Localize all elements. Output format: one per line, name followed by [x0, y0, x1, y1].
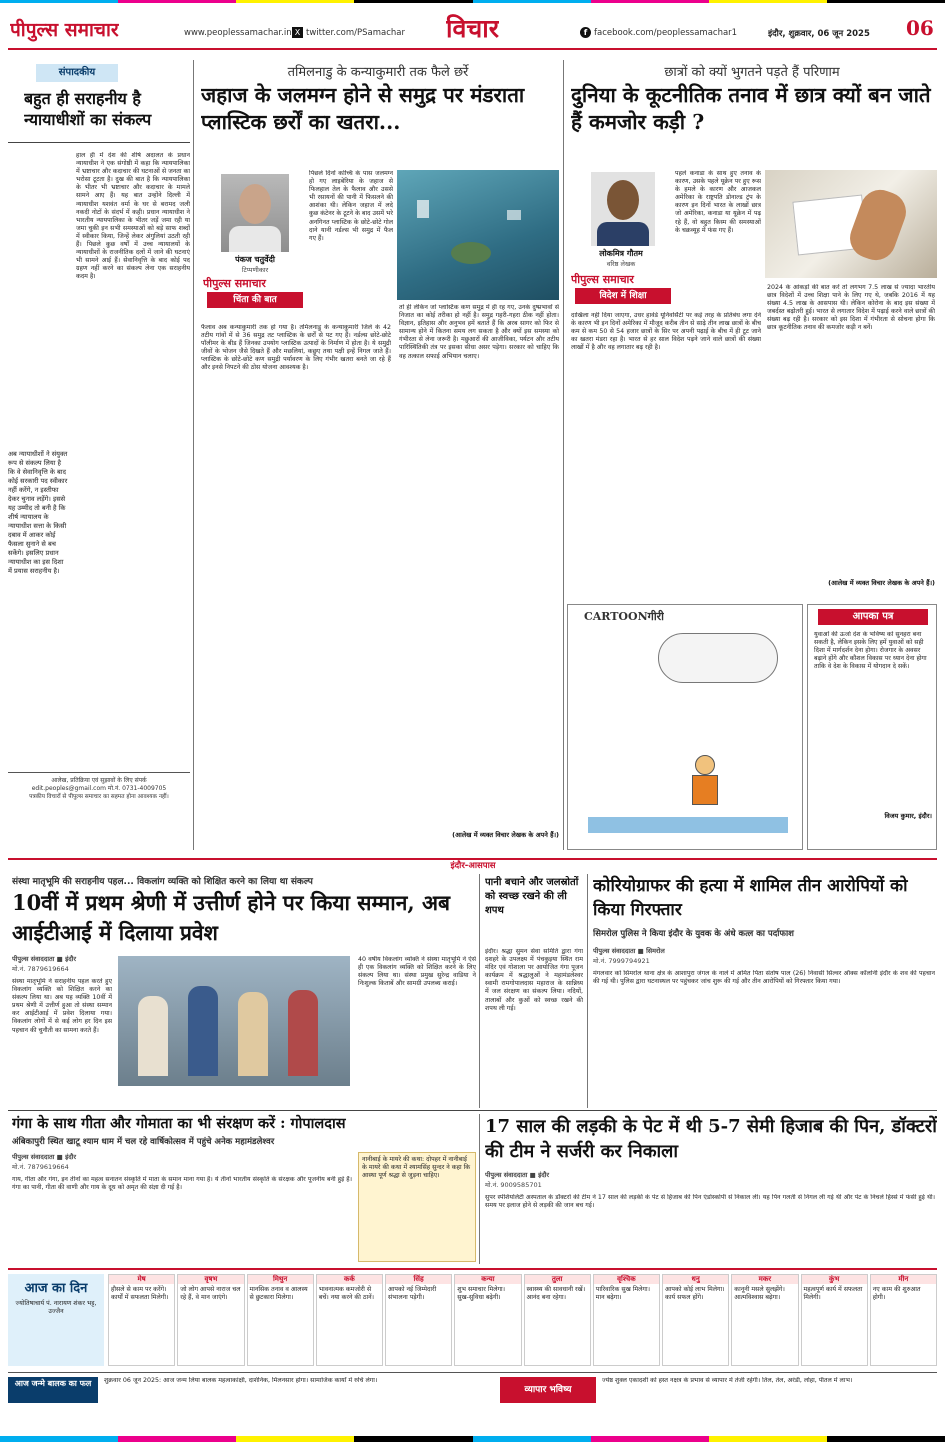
- rashi-text: स्वास्थ्य की सावधानी रखें। आनंद बना रहेगा।: [526, 1286, 586, 1302]
- article1-title: जहाज के जलमग्न होने से समुद्र पर मंडराता प्लास्टिक छर्रों का खतरा...: [201, 83, 525, 134]
- rashi-name: मिथुन: [248, 1275, 313, 1284]
- editorial-sidebar: अब न्यायाधीशों ने संयुक्त रूप से संकल्प लिया है कि वे सेवानिवृत्ति के बाद कोई सरकारी पद स्वीकार नहीं करेंगे, न इस्तीफा देकर चुनाव लड़ेंगे। इससे यह उम्मीद तो बनी है कि शीर्ष न्यायालय के न्यायाधीश सत्ता के किसी दबाव में आकर कोई फैसला सुनाने से बच सकेंगे। इसलिए प्रधान न्यायाधीश का इस दिशा में प्रयास सराहनीय है।: [8, 450, 68, 575]
- rashi-name: मेष: [109, 1275, 174, 1284]
- editorial-footer-contact-label: आलेख, प्रतिक्रिया एवं सुझावों के लिए संपर्क: [51, 777, 147, 784]
- aaj-ka-din-label: आज का दिन: [24, 1281, 88, 1296]
- rashi-text: मानसिक तनाव व आलस्य से छुटकारा मिलेगा।: [249, 1286, 308, 1302]
- masthead: [8, 8, 937, 50]
- column-divider-5: [479, 1114, 480, 1264]
- rashi-text: भावनात्मक कमजोरी से बचें। नया करने की ठानें।: [318, 1286, 375, 1302]
- twitter-icon: X: [292, 27, 303, 38]
- rashi-kumbh: [801, 1274, 868, 1366]
- rashi-name: कुंभ: [802, 1275, 867, 1284]
- story1-body-continued: 40 वर्षीय विकलांग व्यक्ति ने संस्था मातृभूमि ने ऐसे ही एक विकलांग व्यक्ति को शिक्षित करने के लिए संकल्प लिया था। संस्था प्रमुख सुरेन्द्र वाडिया ने निःशुल्क किताबें और सामग्री उपलब्ध कराई।: [358, 956, 476, 988]
- article1-author-role: टिप्पणीकार: [241, 266, 269, 274]
- trade-text: ज्येष्ठ शुक्ल एकादशी को हस्त नक्षत्र के प्रभाव से व्यापार में तेजी रहेगी। तिल, तेल, अरंडी, लोहा, पीतल में लाभ।: [602, 1377, 853, 1384]
- rashi-mesh: [108, 1274, 175, 1366]
- story2-body: इंदौर। श्रद्धा सुमन सेवा समिति द्वारा गंगा दशहरे के उपलक्ष्य में पंचकुइया स्थित राम मंदिर एवं गोशाला पर आयोजित गंगा पूजन कार्यक्रम में श्रद्धालुओं ने महामंडलेश्वर स्वामी रामगोपालदास महाराज के सान्निध्य में जल संरक्षण का संकल्प लिया। नदियों, तालाबों और कुओं को स्वच्छ रखने की शपथ ली गई।: [485, 948, 583, 1012]
- story1-title: 10वीं में प्रथम श्रेणी में उत्तीर्ण होने पर किया सम्मान, अब आईटीआई में दिलाया प्रवेश: [12, 890, 451, 945]
- author-photo-pankaj: [221, 174, 289, 252]
- article2-column-tag: विदेश में शिक्षा: [575, 288, 671, 304]
- story5-body: सुपर स्पेशियलिटी अस्पताल के डॉक्टरों की टीम ने 17 साल की लड़की के पेट से हिजाब की पिन एंडोस्कोपी से निकाल ली। यह पिन गलती से निगल ली गई थी और पेट के निचले हिस्से में फंसी हुई थी। समय पर इलाज होने से लड़की की जान बच गई।: [485, 1194, 935, 1210]
- article2-photo-exam: [765, 170, 937, 278]
- rashi-name: कर्क: [317, 1275, 382, 1284]
- born-text: शुक्रवार 06 जून 2025: आज जन्म लिया बालक महत्वाकांक्षी, दार्शनिक, मिलनसार होगा। सामाजिक कार्यों में रुचि लेगा।: [104, 1377, 378, 1384]
- editorial-title: बहुत ही सराहनीय है न्यायाधीशों का संकल्प: [24, 89, 152, 129]
- story1-kicker: संस्था मातृभूमि की सराहनीय पहल... विकलांग व्यक्ति को शिक्षित करने का लिया था संकल्प: [12, 877, 313, 887]
- rashi-name: तुला: [525, 1275, 590, 1284]
- article-plastic-pellets: [197, 60, 559, 854]
- story4-sidebox: [358, 1152, 476, 1262]
- letter-signature: विजय कुमार, इंदौर।: [884, 812, 932, 820]
- story1-body: संस्था मातृभूमि ने सराहनीय पहल करते हुए विकलांग व्यक्ति को शिक्षित करने का संकल्प लिया था। अब यह व्यक्ति 10वीं में प्रथम श्रेणी में उत्तीर्ण हुआ तो संस्था सम्मान कर आईटीआई में प्रवेश दिलाया गया। विकलांग लोगों में से कई लोग हर दिन इस पहचान की चुनौती का सामना करते हैं।: [12, 978, 112, 1034]
- story3-title: कोरियोग्राफर की हत्या में शामिल तीन आरोपियों को किया गिरफ्तार: [593, 876, 908, 920]
- horoscope-strip: [8, 1268, 937, 1368]
- article2-body-intro: पहले कनाडा के साथ हुए तनाव के कारण, उसके पहले यूक्रेन पर हुए रूस के हमले के कारण और आजकल अमेरिका के राष्ट्रपति डोनाल्ड ट्रंप के कारण इन दिनों भारत के लाखों छात्र जो अमेरिका, कनाडा या यूक्रेन में पढ़ रहे हैं, वो बहुत किस्म की समस्याओं के चक्रव्यूह में फंस गए हैं।: [675, 170, 761, 234]
- article2-brand: पीपुल्स समाचार: [571, 273, 634, 286]
- letter-body: युवाओं की ऊर्जा देश के भविष्य को सुनहरा बना सकती है, लेकिन इसके लिए हमें युवाओं को सही दिशा में मार्गदर्शन देना होगा। रोजगार के अवसर बढ़ाने होंगे और कौशल विकास पर ध्यान देना होगा ताकि वे देश के विकास में योगदान दे सकें।: [814, 631, 927, 671]
- story-choreographer-murder: [591, 874, 937, 1106]
- facebook-icon: f: [580, 27, 591, 38]
- local-section-label: इंदौर-आसपास: [450, 861, 496, 870]
- rashi-text: पारिवारिक सुख मिलेगा। मान बढ़ेगा।: [595, 1286, 650, 1302]
- story1-byline: पीपुल्स संवाददाता ■ इंदौर: [12, 955, 77, 963]
- story4-title: गंगा के साथ गीता और गोमाता का भी संरक्षण करें : गोपालदास: [12, 1115, 346, 1132]
- editorial-footer: [8, 772, 190, 806]
- rashi-kark: [316, 1274, 383, 1366]
- column-divider-4: [587, 874, 588, 1108]
- article1-kicker: तमिलनाडु के कन्याकुमारी तक फैले छर्रे: [287, 65, 469, 80]
- article2-body-main: दाखिला नहीं दिया जाएगा, उधर हार्वर्ड यूनिवर्सिटी पर कई तरह के प्रतिबंध लगा देने के कारण भी इन दिनों अमेरिका में मौजूद करीब तीन से साढ़े तीन लाख छात्रों के बीच कम से कम 50 से 54 हजार छात्रों के सिर पर अपनी पढ़ाई के बीच में ही टूट जाने का खतरा मंडरा रहा है। भारत से हर साल विदेश पढ़ने जाने वाले छात्रों की संख्या लाखों में है और वह लगातार बढ़ रही है।: [571, 312, 761, 352]
- facebook-handle[interactable]: facebook.com/peoplessamachar1: [594, 28, 738, 38]
- article2-title: दुनिया के कूटनीतिक तनाव में छात्र क्यों बन जाते हैं कमजोर कड़ी ?: [571, 83, 931, 134]
- local-section-header: [8, 858, 937, 870]
- color-registration-bar-top: [0, 0, 945, 3]
- editorial-footer-email[interactable]: edit.peoples@gmail.com मो.नं. 0731-4009705: [31, 785, 167, 792]
- story4-body: गाय, गीता और गंगा, इन तीनों का महत्व सनातन संस्कृति में माता के समान माना गया है। ये तीनों भारतीय संस्कृति के संरक्षक और पूजनीय बनी हुई हैं। गंगा का पानी, गीता की वाणी और गाय के दूध को अमृत की संज्ञा दी गई है।: [12, 1176, 352, 1192]
- article2-body-continued: 2024 के आंकड़ों की बात करें तो लगभग 7.5 लाख से ज्यादा भारतीय छात्र विदेशों में उच्च शिक्षा पाने के लिए गए थे, जबकि 2016 में यह संख्या 4.5 लाख के आसपास थी। लेकिन कोरोना के बाद इस संख्या में जबर्दस्त बढ़ोतरी हुई। भारत से लगातार विदेश में पढ़ाई करने वाले छात्रों की संख्या बढ़ रही है। सरकार को इस दिशा में गंभीरता से सोचना होगा कि छात्र कूटनीतिक तनाव की कमजोर कड़ी न बनें।: [767, 284, 935, 332]
- rashi-name: धनु: [663, 1275, 728, 1284]
- rashi-text: महत्वपूर्ण कार्य में सफलता मिलेगी।: [803, 1286, 863, 1302]
- editorial-footer-disclaimer: पत्रकीय विचारों से पीपुल्स समाचार का सहमत होना आवश्यक नहीं।: [29, 794, 169, 800]
- article1-body-continued: तो ही लेकिन जो प्लास्टिक कण समुद्र में ही रह गए, उनके दुष्प्रभावों से निजात का कोई तरीका हो नहीं है। समुद्र गहरी-गहरा ठीक नहीं होता। विज्ञान, इतिहास और अनुभव हमें बताते हैं कि अरब सागर को फिर से सामान्य होने में कितना समय लग सकता है और क्यों इस समस्या को गंभीरता से लेना जरूरी है। मछुआरों की आजीविका, पर्यटन और तटीय पारिस्थितिकी तंत्र पर इसका सीधा असर पड़ेगा। सरकार को चाहिए कि वह तत्काल सफाई अभियान चलाए।: [399, 304, 559, 360]
- rashi-grid: [108, 1274, 937, 1366]
- rashi-name: मकर: [732, 1275, 797, 1284]
- born-label: आज जन्मे बालक का फल: [8, 1377, 98, 1403]
- letter-title: आपका पत्र: [818, 609, 928, 625]
- story2-title: पानी बचाने और जलस्रोतों को स्वच्छ रखने की ली शपथ: [485, 877, 579, 916]
- letter-box: [807, 604, 937, 850]
- rashi-makar: [731, 1274, 798, 1366]
- article2-footer: (आलेख में व्यक्त विचार लेखक के अपने हैं।): [828, 579, 935, 587]
- article1-body-main: फैलाव अब कन्याकुमारी तक हो गया है। तमिलनाडु के कन्याकुमारी जिले के 42 तटीय गांवों में से 36 समुद्र तट प्लास्टिक के छर्रों से पट गए हैं। नर्डल्स छोटे-छोटे पॉलीमर के बीड हैं जिनका उपयोग प्लास्टिक उत्पादों के निर्माण में होता है। ये समुद्री जीवों के भोजन जैसे दिखते हैं और मछलियां, कछुए तथा पक्षी इन्हें निगल जाते हैं। प्लास्टिक के छोटे-छोटे कण समुद्री पर्यावरण के लिए गंभीर खतरा बनते जा रहे हैं और इनसे निपटने की ठोस योजना आवश्यक है।: [201, 324, 391, 372]
- story-hijab-pin-surgery: [483, 1114, 937, 1264]
- article-students-diplomacy: [567, 60, 937, 600]
- rashi-text: जो लोग आपसे नाराज चल रहे हैं, वे मान जाएंगे।: [180, 1286, 241, 1302]
- story4-byline: पीपुल्स संवाददाता ■ इंदौर: [12, 1153, 77, 1161]
- rashi-text: हौसले से काम पर करेंगे। कार्यों में सफलता मिलेगी।: [111, 1286, 169, 1302]
- story3-phone: मो.नं. 7999794921: [593, 957, 650, 965]
- story1-photo-felicitation: [118, 956, 350, 1086]
- story5-phone: मो.नं. 9009585701: [485, 1181, 542, 1189]
- rashi-vrishchik: [593, 1274, 660, 1366]
- article2-author-role: वरिष्ठ लेखक: [606, 260, 636, 268]
- cartoon-label: CARTOONगीरी: [584, 610, 665, 623]
- aaj-ka-din-box: [8, 1274, 104, 1366]
- article1-author: पंकज चतुर्वेदी: [235, 255, 275, 264]
- rashi-name: वृश्चिक: [594, 1275, 659, 1284]
- story3-kicker: सिमरोल पुलिस ने किया इंदौर के युवक के अंधे कत्ल का पर्दाफाश: [593, 929, 794, 939]
- story5-byline: पीपुल्स संवाददाता ■ इंदौर: [485, 1171, 550, 1179]
- issue-date: इंदौर, शुक्रवार, 06 जून 2025: [768, 29, 870, 39]
- editorial-column: [8, 60, 190, 854]
- rashi-text: शुभ समाचार मिलेगा। सुख-सुविधा बढ़ेगी।: [457, 1286, 506, 1302]
- rashi-singh: [385, 1274, 452, 1366]
- article2-author: लोकमित्र गौतम: [599, 249, 643, 258]
- story3-byline: पीपुल्स संवाददाता ■ सिमरोल: [593, 947, 665, 955]
- story1-phone: मो.नं. 7879619664: [12, 965, 69, 973]
- rashi-dhanu: [662, 1274, 729, 1366]
- story4-phone: मो.नं. 7879619664: [12, 1163, 69, 1171]
- rashi-kanya: [454, 1274, 521, 1366]
- cartoon-box: [567, 604, 803, 850]
- editorial-body: हाल ही में देश की शीर्ष अदालत के प्रधान न्यायाधीश ने एक संगोष्ठी में कहा कि न्यायपालिका में भ्रष्टाचार और कदाचार की घटनाओं से जनता का भरोसा टूटता है। दुख की बात है कि न्यायपालिका के भीतर भी भ्रष्टाचार और कदाचार के मामले सामने आए हैं। यह बात उन्होंने दिल्ली में न्यायाधीश यशवंत वर्मा के घर से बरामद जली नकदी नोटों के संदर्भ में कही। प्रधान न्यायाधीश ने भारतीय न्यायपालिका के भीतर जड़ें जमा रही या जमा चुकी इन सभी समस्याओं को बड़े साफ शब्दों में स्वीकार किया, जिन्हें लेकर अंगुलियां उठती रही हैं। पिछले कुछ वर्षों में उच्च न्यायालयों के न्यायाधीशों के राजनीतिक दलों में जाने की घटनाएं भी सामने आई हैं। सेवानिवृत्ति के बाद कोई पद ग्रहण नहीं करने का संकल्प लेना एक सराहनीय कदम है।: [76, 152, 190, 281]
- rashi-meen: [870, 1274, 937, 1366]
- rashi-vrishabh: [177, 1274, 244, 1366]
- rashi-text: आपको नई जिम्मेदारी संभालना पड़ेगी।: [388, 1286, 437, 1302]
- story5-title: 17 साल की लड़की के पेट में थी 5-7 सेमी हिजाब की पिन, डॉक्टरों की टीम ने सर्जरी कर निकाला: [485, 1116, 937, 1162]
- rashi-mithun: [247, 1274, 314, 1366]
- story4-sidebox-text: नानीबाई के मायरे की कथा: दोपहर में नानीबाई के मायरे की कथा में श्यामसिंह सुन्दर ने कहा कि आस्था पूर्ण श्रद्धा से जुड़ना चाहिए।: [362, 1156, 471, 1180]
- cartoon-figure: [688, 755, 722, 811]
- author-photo-lokmitra: [591, 172, 655, 246]
- aaj-ka-din-text: ज्योतिषाचार्य पं. नारायण शंकर भट्ट, उज्जैन: [15, 1300, 97, 1316]
- story-water-pledge: [483, 874, 585, 1106]
- rashi-text: आपको कोई लाभ मिलेगा। कार्य सफल होंगे।: [665, 1286, 725, 1302]
- story-gopaldas: [8, 1114, 478, 1264]
- article1-photo-ocean: [397, 170, 559, 300]
- article1-column-tag: चिंता की बात: [207, 292, 303, 308]
- article1-body-intro: पिछले दिनों कोच्चि के पास जलमग्न हो गए लाइबेरिया के जहाज से फिलहाल तेल के फैलाव और उससे भी रसायनों की पानी में फिसलने की आशंका थी। लेकिन जहाज में लदे कुछ कंटेनर के टूटने के बाद उसमें भरे अनगिनत प्लास्टिक के छोटे-छोटे गोल दाने यानी नर्डल्स भी समुद्र में फैल गए हैं।: [309, 170, 393, 242]
- story-disabled-student: [8, 874, 478, 1106]
- story4-kicker: अंबिकापुरी स्थित खाटू श्याम धाम में चल रहे वार्षिकोत्सव में पहुंचे अनेक महामंडलेश्वर: [12, 1137, 275, 1147]
- bottom-bar: [8, 1372, 937, 1406]
- article1-footer: (आलेख में व्यक्त विचार लेखक के अपने हैं।): [452, 831, 559, 839]
- cartoon-cloud: [658, 633, 778, 683]
- website-url[interactable]: www.peoplessamachar.in: [184, 28, 292, 38]
- section-title: विचार: [446, 14, 499, 43]
- rashi-tula: [524, 1274, 591, 1366]
- rashi-text: कानूनी मसले सुलझेंगे। आत्मविश्वास बढ़ेगा।: [734, 1286, 785, 1302]
- article2-kicker: छात्रों को क्यों भुगतने पड़ते हैं परिणाम: [664, 65, 840, 80]
- brand-logo: पीपुल्स समाचार: [10, 19, 119, 41]
- editorial-label: संपादकीय: [36, 64, 118, 82]
- column-divider-2: [563, 60, 564, 850]
- editorial-title-rule: [8, 142, 190, 143]
- rashi-name: वृषभ: [178, 1275, 243, 1284]
- article1-brand: पीपुल्स समाचार: [203, 277, 266, 290]
- rashi-name: कन्या: [455, 1275, 520, 1284]
- column-divider-3: [479, 874, 480, 1108]
- rashi-name: मीन: [871, 1275, 936, 1284]
- rashi-name: सिंह: [386, 1275, 451, 1284]
- rashi-text: नए काम की शुरुआत होगी।: [872, 1286, 921, 1302]
- twitter-handle[interactable]: twitter.com/PSamachar: [306, 28, 405, 38]
- color-registration-bar-bottom: [0, 1436, 945, 1442]
- cartoon-ground: [588, 817, 788, 833]
- page-number: 06: [906, 16, 934, 40]
- column-divider: [193, 60, 194, 850]
- story3-body: मंगलवार को सिमरोल थाना क्षेत्र के आशापुरा जंगल के नाले में अमित पिता संतोष पाल (26) निवासी सिल्वर ऑक्स कॉलोनी इंदौर के शव की पहचान की गई थी। पुलिस द्वारा घटनास्थल पर पहुंचकर जांच शुरू की गई और तीन आरोपियों को गिरफ्तार किया गया।: [593, 970, 935, 986]
- section-divider: [8, 1110, 937, 1111]
- trade-label: व्यापार भविष्य: [500, 1377, 596, 1403]
